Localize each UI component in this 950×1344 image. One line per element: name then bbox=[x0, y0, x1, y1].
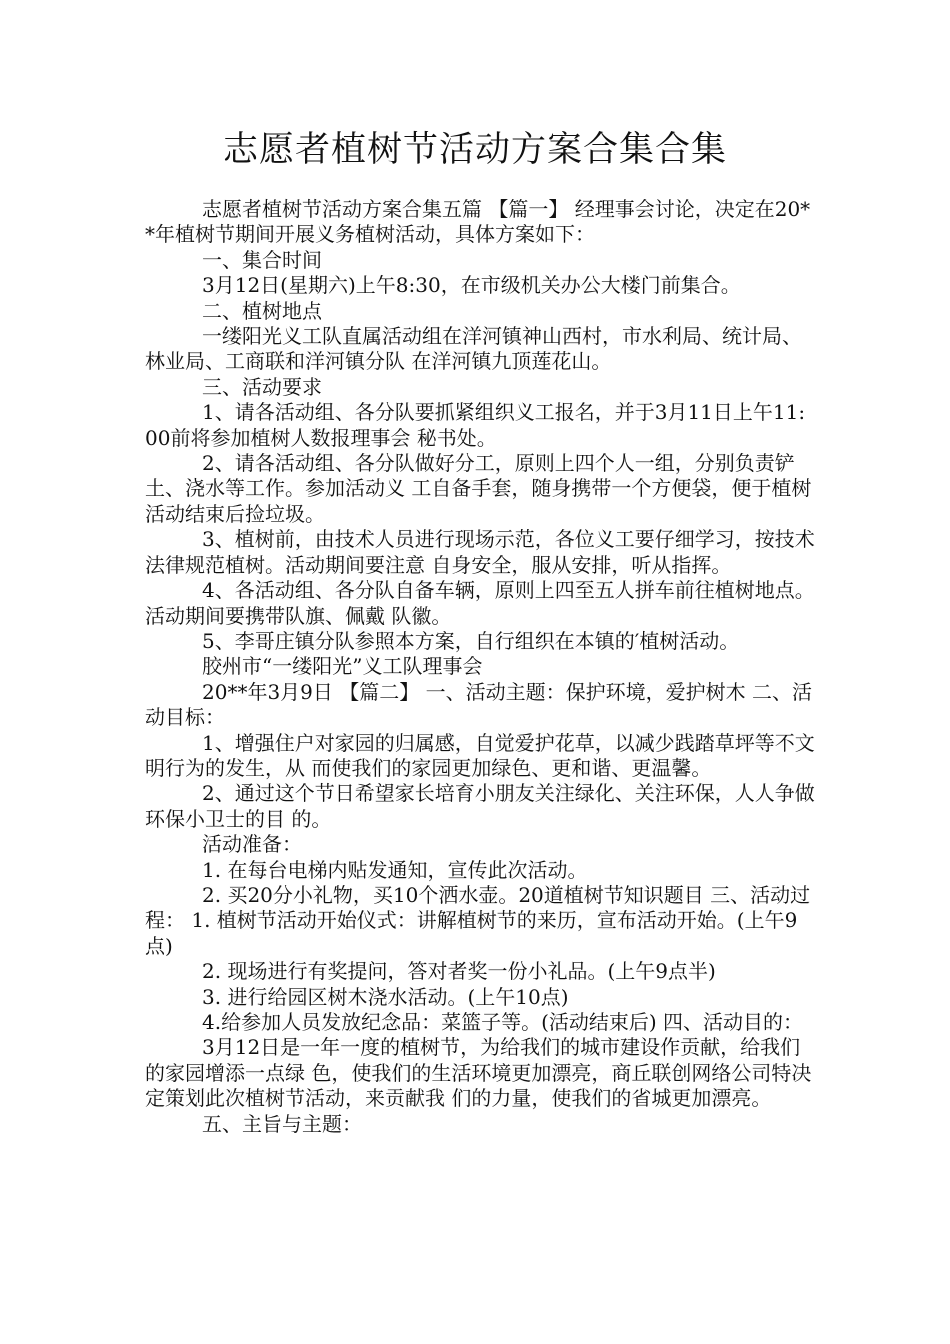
paragraph: 3、植树前，由技术人员进行现场示范，各位义工要仔细学习，按技术法律规范植树。活动期间要注意 自身安全，服从安排，听从指挥。 bbox=[145, 527, 815, 577]
paragraph: 5、李哥庄镇分队参照本方案，自行组织在本镇的′植树活动。 bbox=[202, 628, 740, 653]
paragraph: 一缕阳光义工队直属活动组在洋河镇神山西村，市水利局、统计局、林业局、工商联和洋河镇分队 在洋河镇九顶莲花山。 bbox=[145, 324, 802, 374]
list-item: 4.给参加人员发放纪念品：菜篮子等。(活动结束后) 四、活动目的： bbox=[202, 1010, 804, 1034]
list-item: 2. 现场进行有奖提问，答对者奖一份小礼品。(上午9点半) bbox=[202, 959, 716, 984]
paragraph: 4、各活动组、各分队自备车辆，原则上四至五人拼车前往植树地点。活动期间要携带队旗、佩戴 队徽。 bbox=[145, 578, 815, 628]
paragraph: 3月12日是一年一度的植树节，为给我们的城市建设作贡献，给我们的家园增添一点绿 色，使我们的生活环境更加漂亮，商丘联创网络公司特决定策划此次植树节活动，来贡献我 们的力量，使我们的省城更加漂亮。 bbox=[145, 1035, 812, 1111]
paragraph: 2、通过这个节日希望家长培育小朋友关注绿化、关注环保，人人争做环保小卫士的目 的。 bbox=[145, 781, 815, 831]
paragraph: 2、请各活动组、各分队做好分工，原则上四个人一组，分别负责铲土、浇水等工作。参加活动义 工自备手套，随身携带一个方便袋，便于植树活动结束后捡垃圾。 bbox=[145, 451, 812, 526]
paragraph: 3月12日(星期六)上午8:30，在市级机关办公大楼门前集合。 bbox=[202, 273, 741, 298]
document-body bbox=[145, 197, 815, 1137]
paragraph: 1、增强住户对家园的归属感，自觉爱护花草，以减少践踏草坪等不文明行为的发生，从 而使我们的家园更加绿色、更和谐、更温馨。 bbox=[145, 730, 815, 780]
section-heading: 活动准备： bbox=[202, 832, 302, 857]
section-heading: 二、植树地点 bbox=[202, 298, 322, 323]
paragraph: 1、请各活动组、各分队要抓紧组织义工报名，并于3月11日上午11:00前将参加植树人数报理事会 秘书处。 bbox=[145, 400, 806, 450]
section-heading: 五、主旨与主题： bbox=[202, 1111, 362, 1136]
section-heading: 一、集合时间 bbox=[202, 247, 322, 272]
list-item: 1. 在每台电梯内贴发通知，宣传此次活动。 bbox=[202, 857, 588, 882]
list-item: 3. 进行给园区树木浇水活动。(上午10点) bbox=[202, 984, 569, 1009]
signature-line: 胶州市“一缕阳光”义工队理事会 bbox=[202, 654, 483, 679]
section-heading: 三、活动要求 bbox=[202, 374, 322, 399]
paragraph: 志愿者植树节活动方案合集五篇 【篇一】 经理事会讨论，决定在20**年植树节期间开展义务植树活动，具体方案如下： bbox=[145, 197, 811, 247]
document-title: 志愿者植树节活动方案合集合集 bbox=[222, 130, 727, 170]
paragraph: 20**年3月9日 【篇二】 一、活动主题：保护环境，爱护树木 二、活动目标： bbox=[145, 679, 812, 730]
list-item: 2. 买20分小礼物，买10个洒水壶。20道植树节知识题目 三、活动过程： 1. 植树节活动开始仪式：讲解植树节的来历，宣布活动开始。(上午9点) bbox=[145, 882, 811, 958]
